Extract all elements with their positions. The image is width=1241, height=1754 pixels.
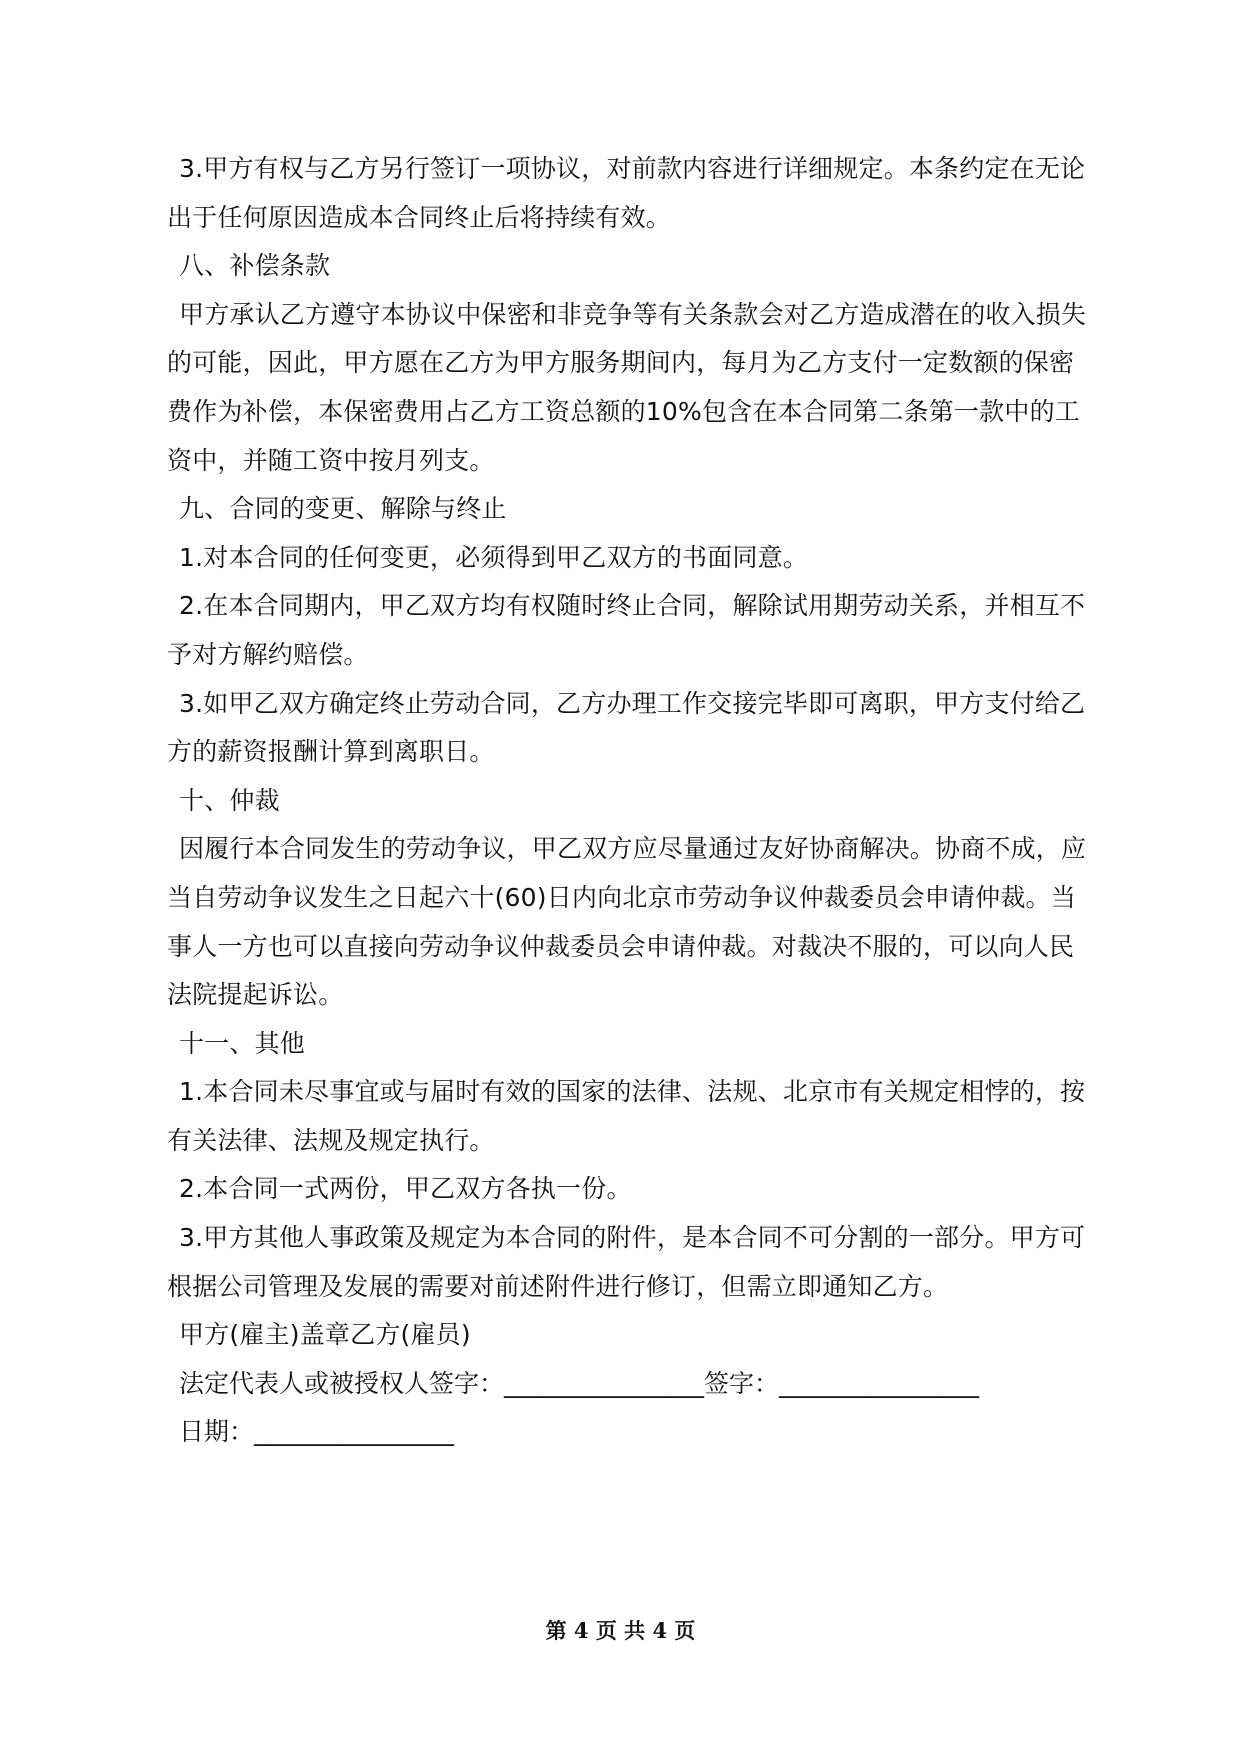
page-footer: 第 4 页 共 4 页 bbox=[545, 1618, 696, 1643]
signature-line: 法定代表人或被授权人签字：________________签字：________________ bbox=[179, 1368, 980, 1398]
clause-11-item-1: 1.本合同未尽事宜或与届时有效的国家的法律、法规、北京市有关规定相悖的，按有关法律、法规及规定执行。 bbox=[167, 1077, 1086, 1155]
clause-11-item-2: 2.本合同一式两份，甲乙双方各执一份。 bbox=[179, 1174, 632, 1204]
section-heading-arbitration: 十、仲裁 bbox=[179, 785, 280, 815]
date-line: 日期：________________ bbox=[179, 1417, 455, 1447]
section-heading-other: 十一、其他 bbox=[179, 1028, 306, 1058]
clause-9-item-2: 2.在本合同期内，甲乙双方均有权随时终止合同，解除试用期劳动关系，并相互不予对方解约赔偿。 bbox=[167, 591, 1086, 669]
arbitration-paragraph: 因履行本合同发生的劳动争议，甲乙双方应尽量通过友好协商解决。协商不成，应当自劳动争议发生之日起六十(60)日内向北京市劳动争议仲裁委员会申请仲裁。当事人一方也可以直接向劳动争议仲裁委员会申请仲裁。对裁决不服的，可以向人民法院提起诉讼。 bbox=[167, 834, 1087, 1010]
document-body bbox=[167, 145, 1097, 1457]
clause-9-item-1: 1.对本合同的任何变更，必须得到甲乙双方的书面同意。 bbox=[179, 542, 809, 572]
clause-9-item-3: 3.如甲乙双方确定终止劳动合同，乙方办理工作交接完毕即可离职，甲方支付给乙方的薪资报酬计算到离职日。 bbox=[167, 688, 1086, 767]
party-stamp-line: 甲方(雇主)盖章乙方(雇员) bbox=[179, 1320, 471, 1350]
compensation-paragraph: 甲方承认乙方遵守本协议中保密和非竞争等有关条款会对乙方造成潜在的收入损失的可能，因此，甲方愿在乙方为甲方服务期间内，每月为乙方支付一定数额的保密费作为补偿，本保密费用占乙方工资总额的10%包含在本合同第二条第一款中的工资中，并随工资中按月列支。 bbox=[167, 299, 1087, 475]
clause-7-item-3: 3.甲方有权与乙方另行签订一项协议，对前款内容进行详细规定。本条约定在无论出于任何原因造成本合同终止后将持续有效。 bbox=[167, 154, 1086, 232]
section-heading-change-termination: 九、合同的变更、解除与终止 bbox=[179, 494, 507, 524]
clause-11-item-3: 3.甲方其他人事政策及规定为本合同的附件，是本合同不可分割的一部分。甲方可根据公司管理及发展的需要对前述附件进行修订，但需立即通知乙方。 bbox=[167, 1223, 1086, 1301]
section-heading-compensation: 八、补偿条款 bbox=[179, 251, 331, 281]
